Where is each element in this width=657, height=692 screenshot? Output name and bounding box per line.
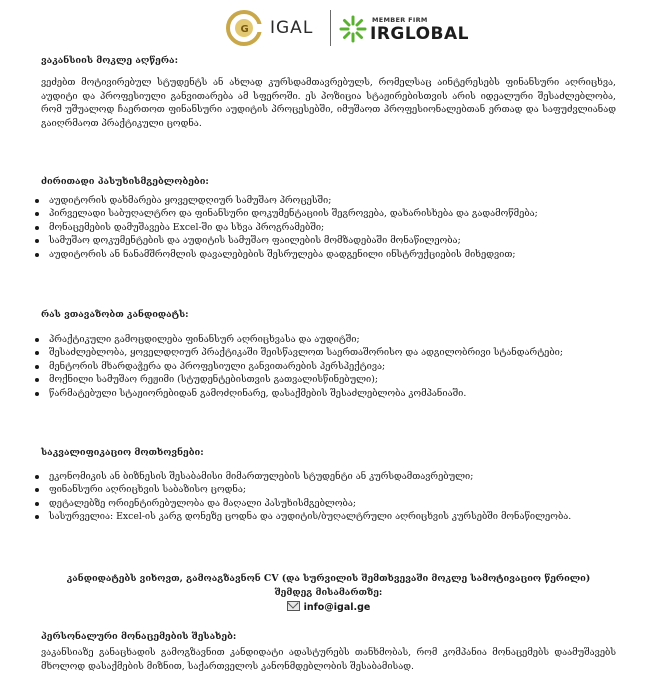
- bullet-icon: [35, 365, 39, 369]
- offer-list: [35, 333, 625, 400]
- member-firm-label: MEMBER FIRM: [372, 16, 428, 24]
- bullet-icon: [35, 338, 39, 342]
- bullet-icon: [35, 515, 39, 519]
- list-item: შესაძლებლობა, ყოველდღიურ პრაქტიკაში შეისწავლოთ საერთაშორისო და ადგილობრივი სტანდარტები;: [35, 346, 625, 359]
- bullet-icon: [35, 502, 39, 506]
- bullet-icon: [35, 392, 39, 396]
- list-item: მონაცემების დამუშავება Excel-ში და სხვა პროგრამებში;: [35, 221, 625, 234]
- svg-text:G: G: [240, 24, 249, 35]
- contact-email-row: [0, 601, 657, 613]
- list-item: სასურველია: Excel-ის კარგ დონეზე ცოდნა და აუდიტის/ბუღალტრული აღრიცხვის კურსებში მონაწილეობა.: [35, 510, 625, 523]
- contact-email[interactable]: info@igal.ge: [303, 602, 371, 613]
- description-heading: ვაკანსიის მოკლე აღწერა:: [41, 55, 179, 66]
- list-item: აუდიტორის დახმარება ყოველდღიურ სამუშაო პროცესში;: [35, 194, 625, 207]
- list-item: პირველადი საბუღალტრო და ფინანსური დოკუმენტაციის შეგროვება, დახარისხება და გადამოწმება;: [35, 207, 625, 220]
- bullet-icon: [35, 488, 39, 492]
- bullet-icon: [35, 199, 39, 203]
- apply-instruction: კანდიდატებს ვიხოვთ, გამოაგზავნონ CV (და სურვილის შემთხვევაში მოკლე სამოტივაციო წერილი): [66, 573, 591, 584]
- list-item: პრაქტიკული გამოცდილება ფინანსურ აღრიცხვასა და აუდიტში;: [35, 333, 625, 346]
- bullet-icon: [35, 226, 39, 230]
- header-logos: [226, 8, 469, 48]
- bullet-icon: [35, 378, 39, 382]
- list-item: დეტალებზე ორიენტირებულობა და მაღალი პასუხისმგებლობა;: [35, 497, 625, 510]
- privacy-heading: პერსონალური მონაცემების შესახებ:: [41, 631, 237, 642]
- qualifications-heading: საკვალიფიკაციო მოთხოვნები:: [41, 447, 204, 458]
- igal-logo-icon: [226, 10, 266, 46]
- offer-heading: რას ვთავაზობთ კანდიდატს:: [41, 309, 189, 320]
- list-item: ფინანსური აღრიცხვის საბაზისო ცოდნა;: [35, 483, 625, 496]
- header-divider: [330, 10, 331, 46]
- privacy-text: ვაკანსიაზე განაცხადის გამოგზავნით კანდიდატი ადასტურებს თანხმობას, რომ კომპანია მონაცემებს დაამუშავებს მხოლოდ დასაქმების მიზნით, საქართველოს კანონმდებლობის შესაბამისად.: [41, 647, 616, 672]
- list-item: სამუშაო დოკუმენტების და აუდიტის სამუშაო ფაილების მომზადებაში მონაწილეობა;: [35, 234, 625, 247]
- igal-logo-text: IGAL: [270, 18, 314, 38]
- description-text: ვეძებთ მოტივირებულ სტუდენტს ან ახლად კურსდამთავრებულს, რომელსაც აინტერესებს ფინანსური აღრიცხვა, აუდიტი და პროფესიული განვითარება ამ სფეროში. ეს პოზიცია სტაჟირებისთვის არის იდეალური შესაძლებლობა, რომ უშუალოდ ჩაერთოთ ფინანსური აუდიტის პროცესებში, იმუშაოთ პროფესიონალებთან ერთად და საფუძვლიანად გაიღრმაოთ პრაქტიკული ცოდნა.: [41, 77, 616, 129]
- responsibilities-heading: ძირითადი პასუხისმგებლობები:: [41, 176, 209, 187]
- envelope-icon: [287, 601, 300, 611]
- responsibilities-list: [35, 194, 625, 261]
- bullet-icon: [35, 239, 39, 243]
- irglobal-logo-text: IRGLOBAL: [370, 24, 469, 44]
- list-item: აუდიტორის ან ნანამშრომლის დავალებების შესრულება დადგენილი ინსტრუქციების მიხედვით;: [35, 248, 625, 261]
- list-item: წარმატებული სტაჟიორებიდან გამოძღინარე, დასაქმების შესაძლებლობა კომპანიაში.: [35, 387, 625, 400]
- list-item: ეკონომიკის ან ბიზნესის შესაბამისი მიმართულების სტუდენტი ან კურსდამთავრებული;: [35, 470, 625, 483]
- qualifications-list: [35, 470, 625, 524]
- apply-address-label: შემდეგ მისამართზე:: [274, 587, 383, 598]
- bullet-icon: [35, 253, 39, 257]
- bullet-icon: [35, 475, 39, 479]
- bullet-icon: [35, 212, 39, 216]
- list-item: მენტორის მხარდაჭერა და პროფესიული განვითარების პერსპექტივა;: [35, 360, 625, 373]
- bullet-icon: [35, 351, 39, 355]
- list-item: მოქნილი სამუშაო რეჟიმი (სტუდენტებისთვის გათვალისწინებული);: [35, 373, 625, 386]
- irglobal-logo-icon: [338, 14, 368, 44]
